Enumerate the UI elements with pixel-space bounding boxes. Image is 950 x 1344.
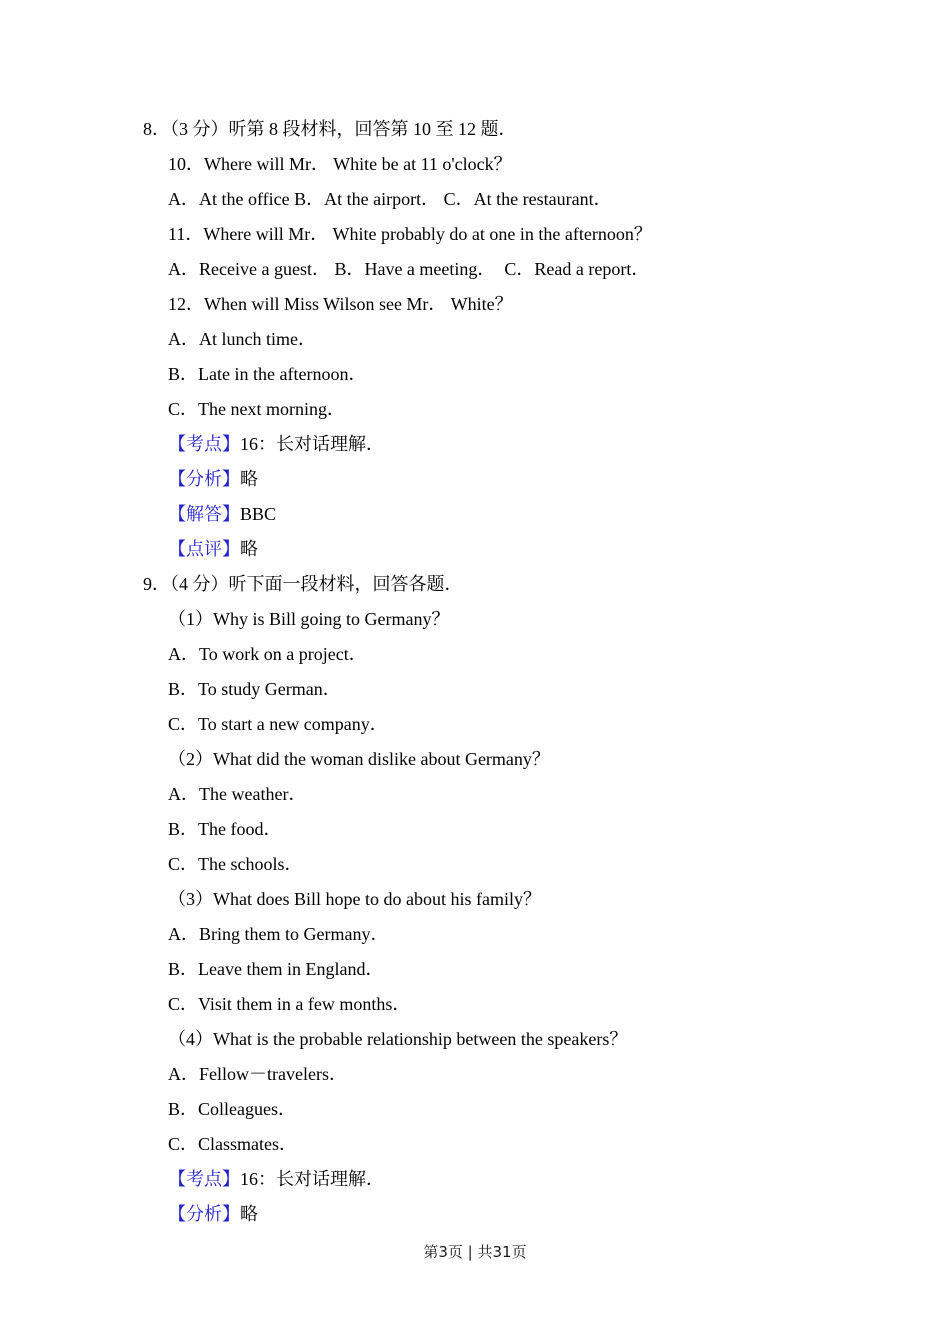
question-9-header: 9．（4 分）听下面一段材料，回答各题． xyxy=(143,574,463,594)
q9-part3-option-c: C．Visit them in a few months． xyxy=(168,994,411,1014)
exam-page-content xyxy=(143,112,870,1232)
q9-part2-option-c: C．The schools． xyxy=(168,854,303,874)
q9-annotation-fenxi xyxy=(143,1197,870,1232)
question-11-stem: 11．Where will Mr． White probably do at one in the afternoon？ xyxy=(168,224,652,244)
question-12-option-b: B．Late in the afternoon． xyxy=(168,364,367,384)
q8-annotation-dianping xyxy=(143,532,870,567)
question-12-option-a: A．At lunch time． xyxy=(168,329,316,349)
kaodian-text: 16：长对话理解． xyxy=(240,1169,384,1189)
q9-part3-option-b: B．Leave them in England． xyxy=(168,959,384,979)
question-12-stem: 12．When will Miss Wilson see Mr． White？ xyxy=(168,294,513,314)
dianping-text: 略 xyxy=(240,539,258,559)
fenxi-label: 【分析】 xyxy=(168,469,240,489)
q9-part4-stem: （4）What is the probable relationship between the speakers？ xyxy=(168,1029,628,1049)
q9-part1-option-b: B．To study German． xyxy=(168,679,341,699)
q9-part4-option-b: B．Colleagues． xyxy=(168,1099,296,1119)
q9-part3-stem: （3）What does Bill hope to do about his family？ xyxy=(168,889,541,909)
dianping-label: 【点评】 xyxy=(168,539,240,559)
q9-annotation-kaodian xyxy=(143,1162,870,1197)
fenxi-text: 略 xyxy=(240,1204,258,1224)
q9-part1-stem: （1）Why is Bill going to Germany？ xyxy=(168,609,450,629)
q8-annotation-fenxi xyxy=(143,462,870,497)
kaodian-label: 【考点】 xyxy=(168,434,240,454)
page-number-text: 第3页 | 共31页 xyxy=(423,1243,527,1261)
q8-annotation-kaodian xyxy=(143,427,870,462)
q8-annotation-jieda xyxy=(143,497,870,532)
q9-part2-option-b: B．The food． xyxy=(168,819,282,839)
question-11-options: A．Receive a guest． B．Have a meeting． C．Read a report． xyxy=(168,259,650,279)
q9-part4-option-a: A．Fellow－travelers． xyxy=(168,1064,347,1084)
fenxi-text: 略 xyxy=(240,469,258,489)
q9-part4-option-c: C．Classmates． xyxy=(168,1134,297,1154)
jieda-text: BBC xyxy=(240,504,277,524)
q9-part1-option-a: A．To work on a project． xyxy=(168,644,367,664)
jieda-label: 【解答】 xyxy=(168,504,240,524)
kaodian-label: 【考点】 xyxy=(168,1169,240,1189)
question-8-header: 8．（3 分）听第 8 段材料，回答第 10 至 12 题． xyxy=(143,119,517,139)
fenxi-label: 【分析】 xyxy=(168,1204,240,1224)
question-10-stem: 10．Where will Mr． White be at 11 o'clock？ xyxy=(168,154,512,174)
q9-part3-option-a: A．Bring them to Germany． xyxy=(168,924,389,944)
q9-part2-stem: （2）What did the woman dislike about Germany？ xyxy=(168,749,550,769)
page-number-footer xyxy=(0,1241,950,1263)
q9-part1-option-c: C．To start a new company． xyxy=(168,714,388,734)
kaodian-text: 16：长对话理解． xyxy=(240,434,384,454)
question-10-options: A．At the office B．At the airport． C．At the restaurant． xyxy=(168,189,612,209)
q9-part2-option-a: A．The weather． xyxy=(168,784,307,804)
question-12-option-c: C．The next morning． xyxy=(168,399,345,419)
